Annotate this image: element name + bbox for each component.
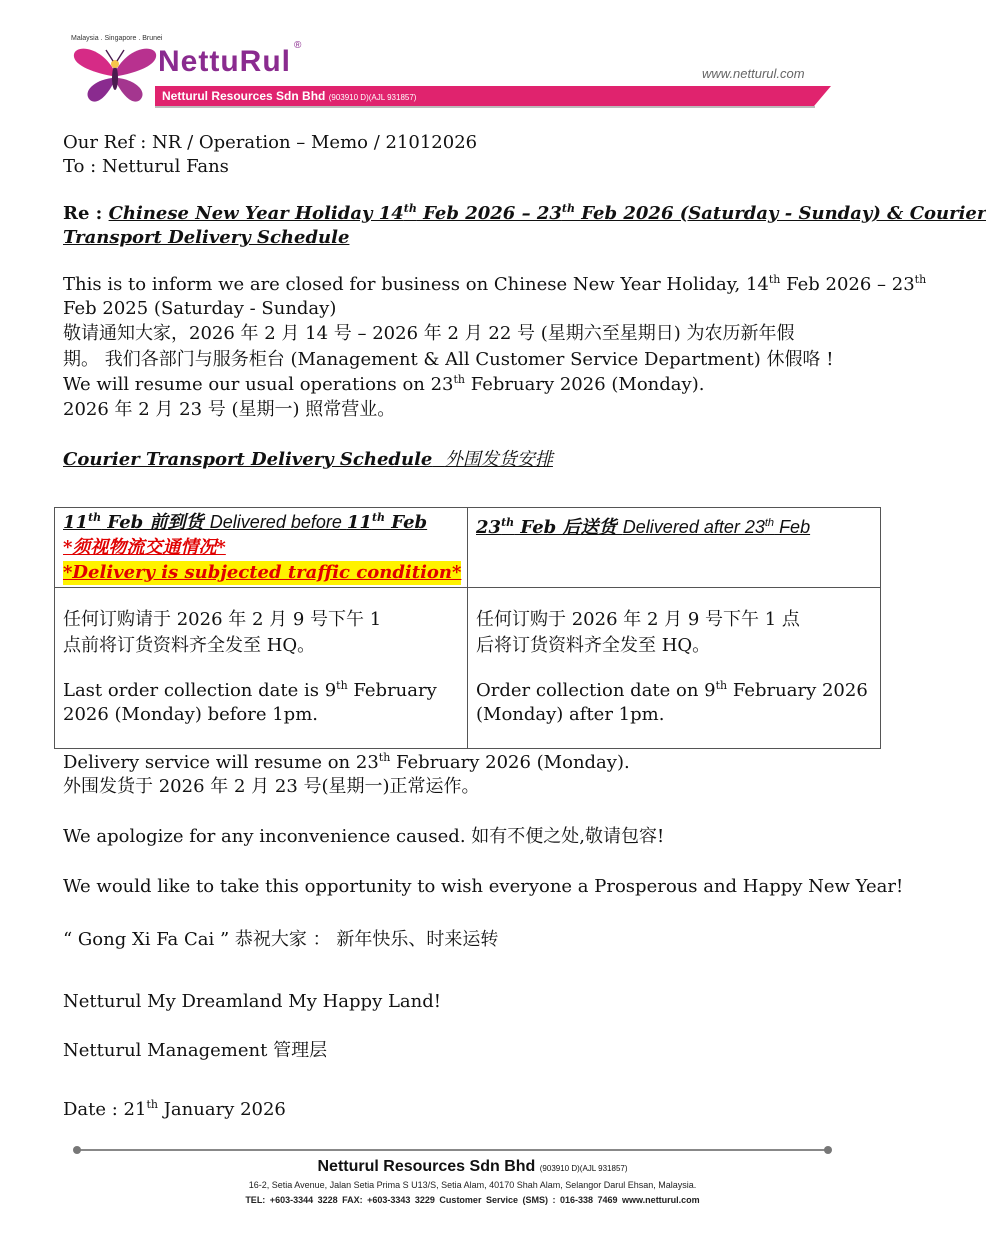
gong-xi-line: “ Gong Xi Fa Cai ” 恭祝大家 ： 新年快乐、时来运转 [63, 929, 499, 950]
footer-divider-end-left [73, 1146, 81, 1154]
footer-divider [77, 1149, 828, 1151]
regions-label: Malaysia . Singapore . Brunei [71, 35, 163, 42]
delivery-resume-cn: 外围发货于 2026 年 2 月 23 号(星期一)正常运作。 [63, 776, 480, 797]
signoff-line: Netturul Management 管理层 [63, 1040, 328, 1061]
new-year-wish: We would like to take this opportunity to wish everyone a Prosperous and Happy New Year! [63, 876, 904, 897]
notice-line-1: This is to inform we are closed for business on Chinese New Year Holiday, 14th Feb 2026 – 23th [63, 273, 927, 295]
header-banner-text [162, 89, 416, 103]
re-line-2: Transport Delivery Schedule [63, 227, 350, 248]
banner-company-name: Netturul Resources Sdn Bhd [162, 89, 326, 103]
after-cn-line-1: 任何订购于 2026 年 2 月 9 号下午 1 点 [476, 609, 800, 630]
re-label: Re : [63, 203, 109, 224]
memo-date: Date : 21th January 2026 [63, 1098, 286, 1120]
memo-recipient: To : Netturul Fans [63, 156, 229, 177]
our-ref: Our Ref : NR / Operation – Memo / 21012026 [63, 132, 478, 153]
resume-line: We will resume our usual operations on 23th February 2026 (Monday). [63, 373, 705, 395]
table-row-divider [54, 587, 881, 588]
slogan-line: Netturul My Dreamland My Happy Land! [63, 991, 441, 1012]
before-cn-line-2: 点前将订货资料齐全发至 HQ。 [63, 635, 316, 656]
after-en-line-1: Order collection date on 9th February 2026 [476, 679, 868, 701]
registered-mark: ® [294, 40, 302, 51]
notice-line-2: Feb 2025 (Saturday - Sunday) [63, 298, 337, 319]
notice-cn-line-2: 期。 我们各部门与服务柜台 (Management & All Customer Service Department) 休假咯 ! [63, 349, 834, 370]
table-column-divider [467, 507, 468, 749]
schedule-heading: Courier Transport Delivery Schedule 外围发货安排 [63, 449, 553, 470]
butterfly-logo-icon [72, 42, 158, 106]
apology-line: We apologize for any inconvenience caused. 如有不便之处,敬请包容! [63, 826, 665, 847]
before-cn-line-1: 任何订购请于 2026 年 2 月 9 号下午 1 [63, 609, 382, 630]
before-en-line-2: 2026 (Monday) before 1pm. [63, 704, 318, 725]
brand-logo-text: NettuRul [158, 45, 291, 78]
footer-address: 16-2, Setia Avenue, Jalan Setia Prima S U13/S, Setia Alam, 40170 Shah Alam, Selangor Darul Ehsan, Malaysia. [248, 1180, 697, 1190]
notice-cn-line-1: 敬请通知大家，2026 年 2 月 14 号 – 2026 年 2 月 22 号 (星期六至星期日) 为农历新年假 [63, 323, 795, 344]
footer-contact: TEL: +603-3344 3228 FAX: +603-3343 3229 Customer Service (SMS) : 016-338 7469 www.netturul.com [245, 1195, 700, 1205]
footer-divider-end-right [824, 1146, 832, 1154]
after-en-line-2: (Monday) after 1pm. [476, 704, 665, 725]
header-website[interactable]: www.netturul.com [702, 66, 805, 81]
table-header-before: 11th Feb 前到货 Delivered before 11th Feb [63, 511, 428, 533]
delivery-resume-line: Delivery service will resume on 23th February 2026 (Monday). [63, 751, 630, 773]
before-en-line-1: Last order collection date is 9th February [63, 679, 437, 701]
after-cn-line-2: 后将订货资料齐全发至 HQ。 [476, 635, 711, 656]
resume-cn-line: 2026 年 2 月 23 号 (星期一) 照常营业。 [63, 399, 396, 420]
re-line-1: Re : Chinese New Year Holiday 14th Feb 2026 – 23th Feb 2026 (Saturday - Sunday) & Courier [63, 202, 986, 224]
traffic-note-cn: *须视物流交通情况* [63, 537, 226, 558]
traffic-note-en: *Delivery is subjected traffic condition* [63, 562, 462, 583]
banner-company-reg: (903910 D)(AJL 931857) [328, 93, 417, 102]
table-header-after: 23th Feb 后送货 Delivered after 23th Feb [476, 516, 811, 538]
header-divider [155, 106, 815, 108]
footer-company: Netturul Resources Sdn Bhd (903910 D)(AJL 931857) [317, 1158, 628, 1175]
